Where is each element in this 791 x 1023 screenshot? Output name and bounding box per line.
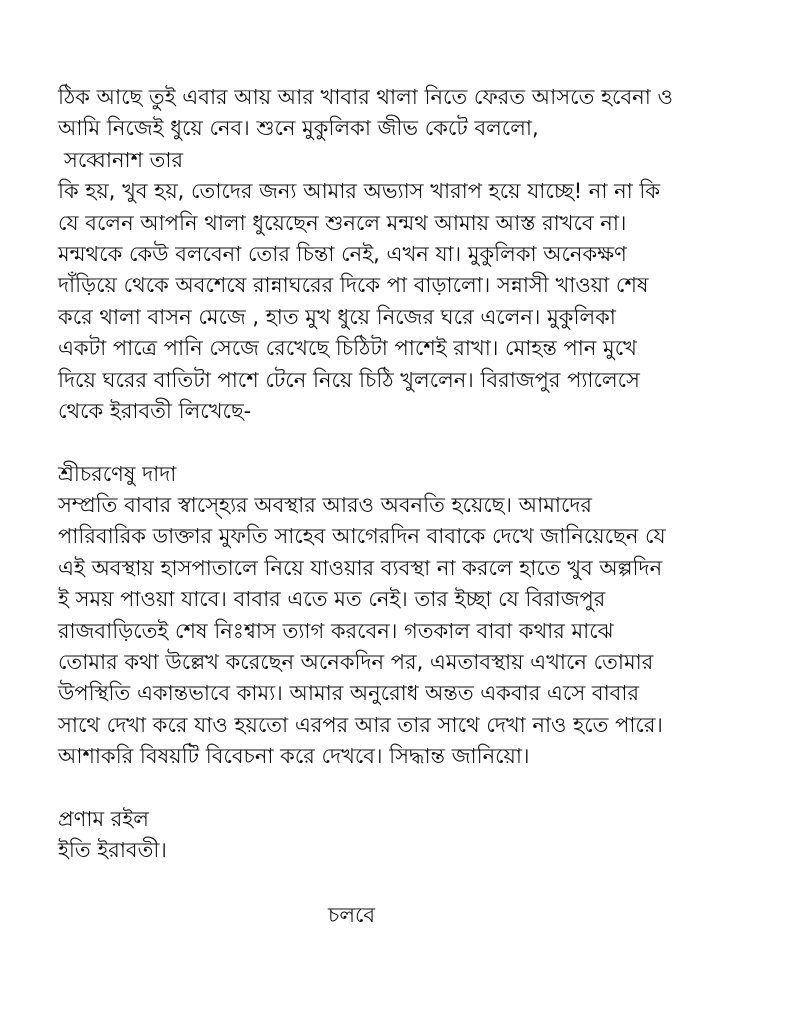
- narrative-line: দিয়ে ঘরের বাতিটা পাশে টেনে নিয়ে চিঠি খুললেন। বিরাজপুর প্যালেসে: [58, 367, 640, 392]
- letter-salutation: শ্রীচরণেষু দাদা: [58, 461, 177, 486]
- letter-line: আশাকরি বিষয়টি বিবেচনা করে দেখবে। সিদ্ধান্ত জানিয়ো।: [58, 744, 530, 769]
- letter-line: ই সময় পাওয়া যাবে। বাবার এতে মত নেই। তার ইচ্ছা যে বিরাজপুর: [58, 587, 606, 612]
- narrative-line: যে বলেন আপনি থালা ধুয়েছেন শুনলে মন্মথ আমায় আস্ত রাখবে না।: [58, 210, 627, 235]
- letter-line: উপস্থিতি একান্তভাবে কাম্য। আমার অনুরোধ অন্তত একবার এসে বাবার: [58, 681, 639, 706]
- narrative-line: সব্বোনাশ তার: [64, 147, 184, 172]
- narrative-line: আমি নিজেই ধুয়ে নেব। শুনে মুকুলিকা জীভ কেটে বললো,: [58, 116, 539, 141]
- narrative-line: দাঁড়িয়ে থেকে অবশেষে রান্নাঘরের দিকে পা বাড়ালো। সন্নাসী খাওয়া শেষ: [58, 273, 649, 298]
- document-page: [58, 82, 758, 867]
- letter-line: সাথে দেখা করে যাও হয়তো এরপর আর তার সাথে দেখা নাও হতে পারে।: [58, 712, 663, 737]
- letter-line: তোমার কথা উল্লেখ করেছেন অনেকদিন পর, এমতাবস্থায় এখানে তোমার: [58, 650, 654, 675]
- letter-signature: ইতি ইরাবতী।: [58, 838, 167, 863]
- narrative-line: ঠিক আছে তুই এবার আয় আর খাবার থালা নিতে ফেরত আসতে হবেনা ও: [58, 85, 673, 109]
- letter-line: পারিবারিক ডাক্তার মুফতি সাহেব আগেরদিন বাবাকে দেখে জানিয়েছেন যে: [58, 524, 666, 549]
- letter-line: এই অবস্থায় হাসপাতালে নিয়ে যাওয়ার ব্যবস্থা না করলে হাতে খুব অল্পদিন: [58, 555, 663, 580]
- narrative-line: করে থালা বাসন মেজে , হাত মুখ ধুয়ে নিজের ঘরে এলেন। মুকুলিকা: [58, 304, 616, 329]
- narrative-line: থেকে ইরাবতী লিখেছে-: [58, 398, 252, 423]
- letter-line: সম্প্রতি বাবার স্বাস্হ্যের অবস্থার আরও অবনতি হয়েছে। আমাদের: [58, 493, 592, 518]
- to-be-continued: চলবে: [328, 903, 376, 927]
- letter-closing: প্রণাম রইল: [58, 806, 149, 831]
- narrative-line: একটা পাত্রে পানি সেজে রেখেছে চিঠিটা পাশেই রাখা। মোহন্ত পান মুখে: [58, 336, 637, 361]
- narrative-line: কি হয়, খুব হয়, তোদের জন্য আমার অভ্যাস খারাপ হয়ে যাচ্ছে! না না কি: [58, 179, 661, 204]
- narrative-line: মন্মথকে কেউ বলবেনা তোর চিন্তা নেই, এখন যা। মুকুলিকা অনেকক্ষণ: [58, 241, 627, 266]
- letter-line: রাজবাড়িতেই শেষ নিঃশ্বাস ত্যাগ করবেন। গতকাল বাবা কথার মাঝে: [58, 618, 614, 643]
